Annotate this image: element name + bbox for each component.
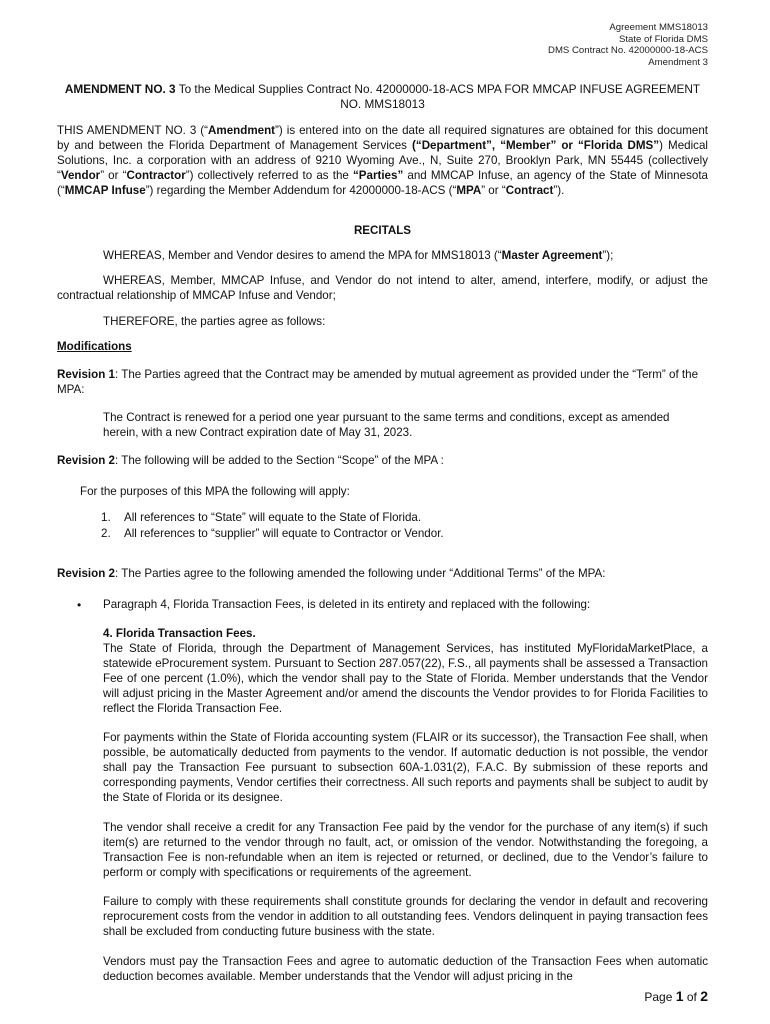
list-item: [101, 526, 701, 541]
revision-text: : The Parties agreed that the Contract may be amended by mutual agreement as provided under the “Term” of the MPA:: [57, 368, 699, 396]
transaction-fees-paragraph: Failure to comply with these requirements shall constitute grounds for declaring the vendor in default and recovering reprocurement costs from the vendor in addition to all outstanding fees. Vendors delinquent in paying transaction fees shall be excluded from conducting future business with the state.: [103, 895, 708, 938]
revision-1: [57, 367, 708, 397]
list-item: [101, 510, 701, 525]
whereas-bold: Master Agreement: [501, 249, 603, 262]
page-of: of: [683, 990, 701, 1004]
revision-2: [57, 453, 708, 468]
therefore-clause: THEREFORE, the parties agree as follows:: [103, 315, 326, 328]
document-title: [57, 82, 708, 112]
revision-label: Revision 1: [57, 368, 115, 381]
intro-bold: Vendor: [60, 169, 101, 182]
intro-text: ”) collectively referred to as the: [185, 169, 353, 182]
header-agreement: Agreement MMS18013: [609, 22, 708, 33]
whereas-1: [57, 248, 708, 263]
intro-bold: Contract: [505, 184, 554, 197]
bullet-icon: •: [77, 598, 82, 612]
transaction-fees-paragraph: The vendor shall receive a credit for any Transaction Fee paid by the vendor for the purchase of any item(s) if such item(s) are returned to the vendor through no fault, act, or omission of the vendor. Notwithstanding the foregoing, a Transaction Fee is non-refundable when an item is rejected or returned, or declined, due to the Vendor’s failure to perform or comply with specifications or requirements of the agreement.: [103, 821, 708, 879]
revision-text: : The Parties agree to the following amended the following under “Additional Terms” of the MPA:: [115, 567, 606, 580]
revision-1-body: The Contract is renewed for a period one year pursuant to the same terms and conditions, except as amended herein, with a new Contract expiration date of May 31, 2023.: [103, 411, 670, 439]
transaction-fees-heading: 4. Florida Transaction Fees.: [103, 627, 256, 640]
page-current: 1: [675, 988, 684, 1004]
intro-bold: Amendment: [208, 124, 276, 137]
revision-label: Revision 2: [57, 567, 115, 580]
intro-bold: Contractor: [126, 169, 186, 182]
transaction-fees-paragraph: The State of Florida, through the Department of Management Services, has instituted MyFloridaMarketPlace, a statewide eProcurement system. Pursuant to Section 287.057(22), F.S., all payments shall be assessed a Transaction Fee of one percent (1.0%), which the vendor shall pay to the State of Florida. Member understands that the Vendor will adjust pricing in the Master Agreement and/or amend the discounts the Vendor provides to for Florida Facilities to reflect the Florida Transaction Fee.: [103, 642, 708, 715]
list-number: 2.: [101, 527, 111, 540]
transaction-fees-paragraph: For payments within the State of Florida accounting system (FLAIR or its successor), the Transaction Fee shall, when possible, be automatically deducted from payments to the vendor. If automatic deduction is not possible, the vendor shall pay the Transaction Fee pursuant to subsection 60A-1.031(2), F.A.C. By submission of these reports and corresponding payments, Vendor certifies their correctness. All such reports and payments shall be subject to audit by the State of Florida or its designee.: [103, 731, 708, 804]
intro-text: ”).: [553, 184, 565, 197]
list-text: All references to “supplier” will equate to Contractor or Vendor.: [124, 527, 444, 540]
list-text: All references to “State” will equate to the State of Florida.: [124, 511, 422, 524]
page-total: 2: [700, 988, 708, 1004]
intro-text: ” or “: [100, 169, 127, 182]
intro-text: ”) is entered into on the date all required signatures are obtained for this document by and between the Florida Department of Management Services: [57, 124, 708, 152]
intro-text: ”) regarding the Member Addendum for 42000000-18-ACS (“: [145, 184, 457, 197]
intro-text: ) Medical Solutions, Inc. a corporation with an address of 9210 Wyoming Ave., N, Suite 270, Brooklyn Park, MN 55445 (collectively “: [57, 139, 708, 182]
modifications-heading: Modifications: [57, 340, 132, 353]
revision-2-additional: [57, 566, 708, 581]
intro-bold: MPA: [456, 184, 482, 197]
page-label: Page: [644, 990, 676, 1004]
intro-bold: (“Department”, “Member” or “Florida DMS”: [412, 139, 660, 152]
intro-paragraph: [57, 123, 708, 198]
header-contract: DMS Contract No. 42000000-18-ACS: [548, 45, 708, 56]
header-state: State of Florida DMS: [618, 33, 708, 45]
header-amendment: Amendment 3: [648, 56, 708, 68]
intro-bold: “Parties”: [352, 169, 404, 182]
intro-bold: MMCAP Infuse: [64, 184, 146, 197]
transaction-fees-paragraph: Vendors must pay the Transaction Fees and agree to automatic deduction of the Transaction Fees when automatic deduction becomes available. Member understands that the Vendor will adjust pricing in the: [103, 955, 708, 983]
paragraph-4-replacement: Paragraph 4, Florida Transaction Fees, is deleted in its entirety and replaced with the following:: [103, 598, 591, 611]
whereas-text: ”);: [602, 249, 614, 262]
purposes-line: For the purposes of this MPA the following will apply:: [80, 485, 350, 498]
list-number: 1.: [101, 511, 111, 524]
intro-text: ” or “: [481, 184, 506, 197]
intro-text: and MMCAP Infuse, an agency of the State of Minnesota (“: [57, 169, 708, 197]
whereas-text: WHEREAS, Member and Vendor desires to amend the MPA for MMS18013 (“: [103, 249, 502, 262]
page-number: [644, 989, 708, 1005]
title-bold: AMENDMENT NO. 3: [64, 82, 176, 96]
recitals-heading: RECITALS: [353, 224, 412, 237]
intro-text: THIS AMENDMENT NO. 3 (“: [57, 124, 209, 137]
document-header: [548, 22, 708, 68]
revision-text: : The following will be added to the Section “Scope” of the MPA :: [115, 454, 444, 467]
title-rest: To the Medical Supplies Contract No. 42000000-18-ACS MPA FOR MMCAP INFUSE AGREEMENT NO. MMS18013: [175, 82, 701, 111]
revision-label: Revision 2: [57, 454, 115, 467]
whereas-2: WHEREAS, Member, MMCAP Infuse, and Vendor do not intend to alter, amend, interfere, modify, or adjust the contractual relationship of MMCAP Infuse and Vendor;: [57, 274, 708, 302]
